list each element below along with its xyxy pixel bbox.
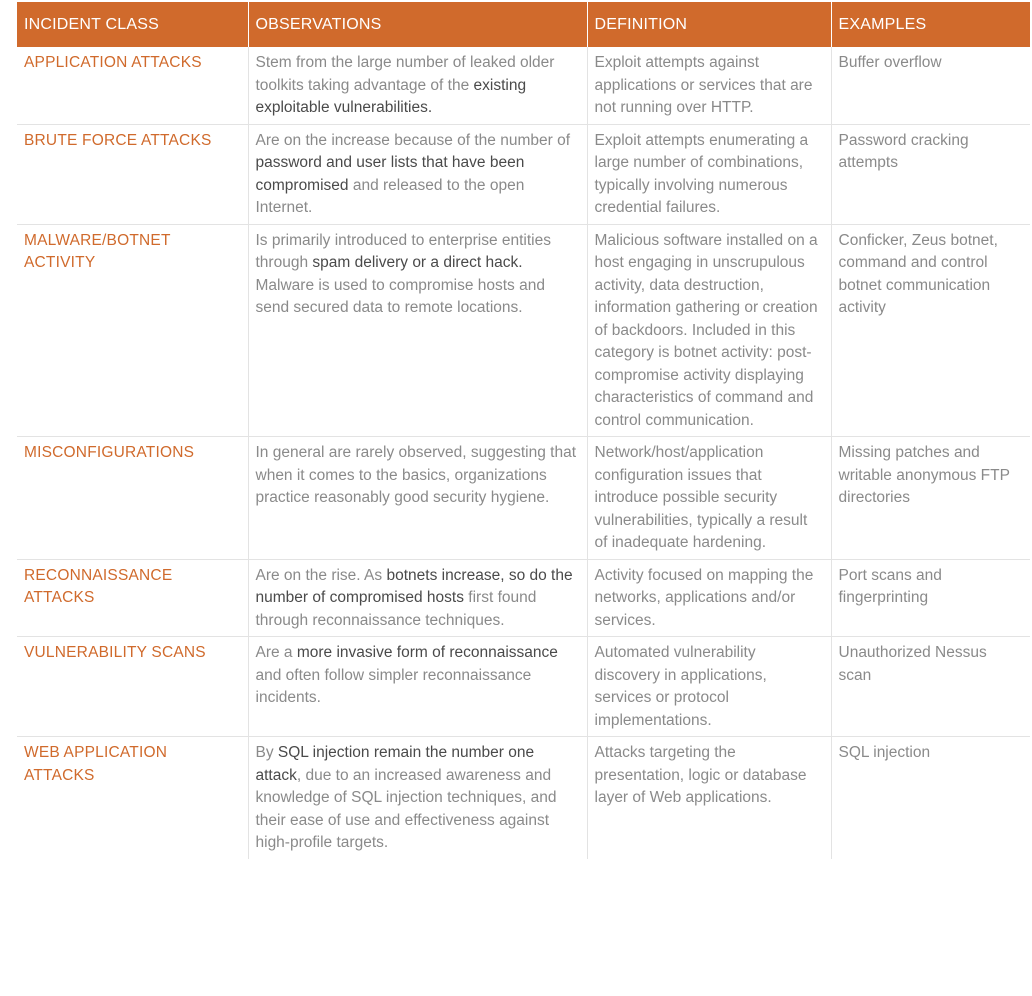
examples-cell: SQL injection xyxy=(831,737,1030,859)
table-body xyxy=(17,47,1030,859)
definition-cell: Automated vulnerability discovery in applications, services or protocol implementations. xyxy=(587,637,831,737)
observation-text: In general are rarely observed, suggesting that when it comes to the basics, organizations practice reasonably good security hygiene. xyxy=(255,444,577,506)
table-row xyxy=(17,437,1030,560)
incident-class-cell: BRUTE FORCE ATTACKS xyxy=(17,124,248,224)
incident-class-cell: VULNERABILITY SCANS xyxy=(17,637,248,737)
observation-text: Are a xyxy=(255,644,297,661)
observation-highlight: spam delivery or a direct hack. xyxy=(312,254,523,271)
definition-cell: Attacks targeting the presentation, logic or database layer of Web applications. xyxy=(587,737,831,859)
examples-cell: Unauthorized Nessus scan xyxy=(831,637,1030,737)
table-row xyxy=(17,559,1030,637)
header-definition: DEFINITION xyxy=(587,2,831,47)
header-row xyxy=(17,2,1030,47)
definition-cell: Malicious software installed on a host engaging in unscrupulous activity, data destruction, information gathering or creation of backdoors. Included in this category is botnet activity: post-compromise activity displaying characteristics of command and control communication. xyxy=(587,224,831,437)
definition-cell: Network/host/application configuration issues that introduce possible security vulnerabilities, typically a result of inadequate hardening. xyxy=(587,437,831,560)
observation-text: and released to the open Internet. xyxy=(255,176,525,216)
definition-cell: Exploit attempts enumerating a large number of combinations, typically involving numerous credential failures. xyxy=(587,124,831,224)
table-row xyxy=(17,124,1030,224)
examples-cell: Port scans and fingerprinting xyxy=(831,559,1030,637)
observations-cell xyxy=(248,637,587,737)
observation-highlight: existing exploitable vulnerabilities. xyxy=(255,76,527,116)
table-row xyxy=(17,637,1030,737)
definition-cell: Activity focused on mapping the networks, applications and/or services. xyxy=(587,559,831,637)
table-row xyxy=(17,224,1030,437)
observation-text: Are on the increase because of the number of xyxy=(255,131,571,149)
table-row xyxy=(17,737,1030,859)
header-examples: EXAMPLES xyxy=(831,2,1030,47)
observation-text: Is primarily introduced to enterprise entities through xyxy=(255,231,551,271)
observation-highlight: password and user lists that have been compromised xyxy=(255,154,525,194)
observation-text: Are on the rise. As xyxy=(255,566,387,584)
definition-cell: Exploit attempts against applications or services that are not running over HTTP. xyxy=(587,47,831,124)
observation-highlight: SQL injection remain the number one attack xyxy=(255,744,535,784)
header-observations: OBSERVATIONS xyxy=(248,2,587,47)
observation-text: Malware is used to compromise hosts and send secured data to remote locations. xyxy=(255,276,545,316)
examples-cell: Buffer overflow xyxy=(831,47,1030,124)
observation-text: first found through reconnaissance techniques. xyxy=(255,589,537,629)
table-row xyxy=(17,47,1030,124)
observations-cell xyxy=(248,559,587,637)
observation-highlight: more invasive form of reconnaissance xyxy=(296,644,558,661)
incident-class-cell: MALWARE/BOTNET ACTIVITY xyxy=(17,224,248,437)
examples-cell: Password cracking attempts xyxy=(831,124,1030,224)
incident-class-cell: RECONNAISSANCE ATTACKS xyxy=(17,559,248,637)
incident-class-cell: MISCONFIGURATIONS xyxy=(17,437,248,560)
observation-highlight: botnets increase, so do the number of compromised hosts xyxy=(255,566,573,606)
examples-cell: Conficker, Zeus botnet, command and control botnet communication activity xyxy=(831,224,1030,437)
incident-class-cell: WEB APPLICATION ATTACKS xyxy=(17,737,248,859)
incident-class-table xyxy=(17,2,1030,859)
examples-cell: Missing patches and writable anonymous FTP directories xyxy=(831,437,1030,560)
incident-class-cell: APPLICATION ATTACKS xyxy=(24,54,202,71)
observations-cell xyxy=(248,124,587,224)
observations-cell xyxy=(248,224,587,437)
observation-text: Stem from the large number of leaked older toolkits taking advantage of the xyxy=(255,54,555,94)
table-header xyxy=(17,2,1030,47)
observations-cell xyxy=(248,47,587,124)
observation-text: By xyxy=(255,744,278,761)
observations-cell xyxy=(248,437,587,560)
header-incident-class: INCIDENT CLASS xyxy=(17,2,248,47)
observation-text: and often follow simpler reconnaissance incidents. xyxy=(255,666,532,706)
observation-text: , due to an increased awareness and knowledge of SQL injection techniques, and their ease of use and effectiveness against high-profile targets. xyxy=(255,766,557,851)
observations-cell xyxy=(248,737,587,859)
